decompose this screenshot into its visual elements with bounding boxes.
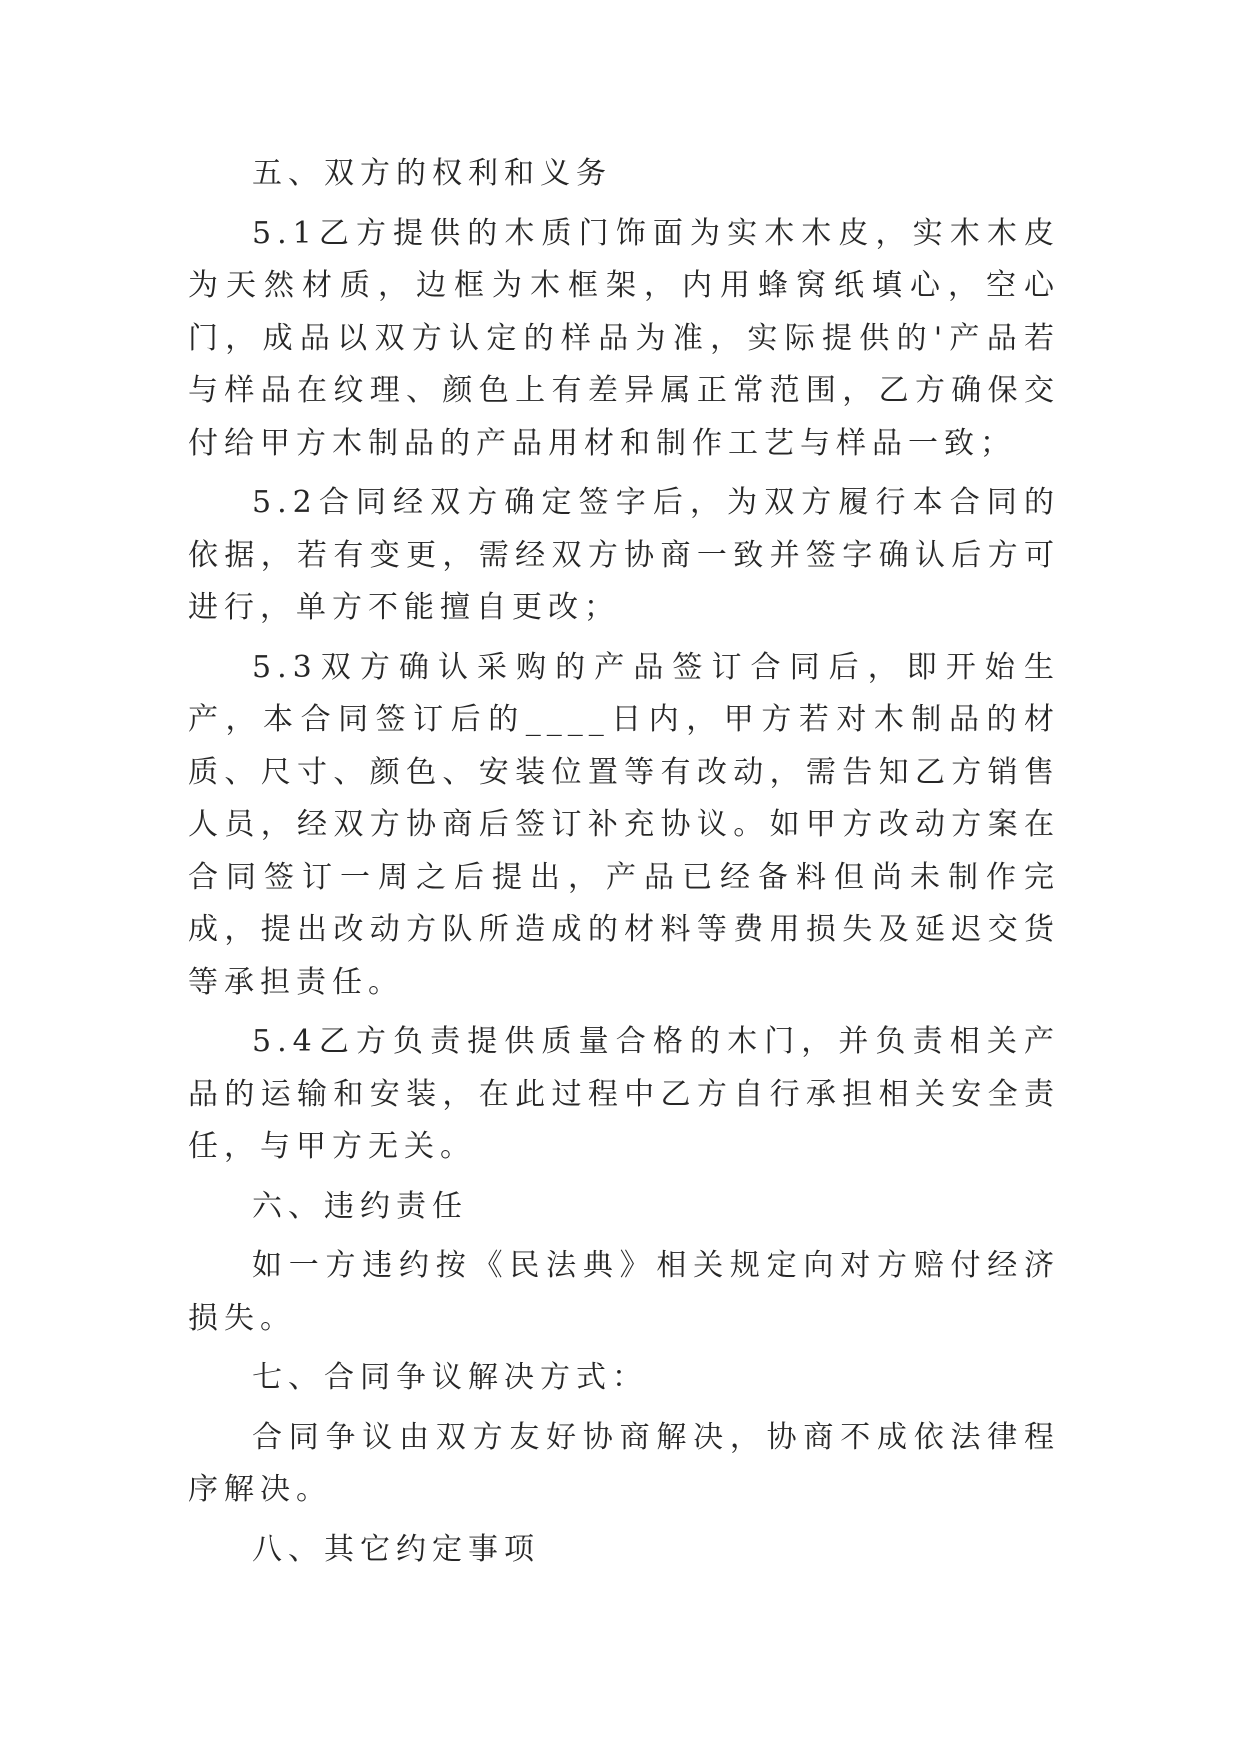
clause-5-2: 5.2合同经双方确定签字后，为双方履行本合同的依据，若有变更，需经双方协商一致并签字确认后方可进行，单方不能擅自更改； <box>188 485 1060 625</box>
section-7-text: 合同争议由双方友好协商解决，协商不成依法律程序解决。 <box>188 1419 1060 1507</box>
section-8-heading: 八、其它约定事项 <box>252 1531 540 1567</box>
clause-5-4: 5.4乙方负责提供质量合格的木门，并负责相关产品的运输和安装，在此过程中乙方自行承担相关安全责任，与甲方无关。 <box>188 1024 1060 1164</box>
clause-5-1: 5.1乙方提供的木质门饰面为实木木皮，实木木皮为天然材质，边框为木框架，内用蜂窝纸填心，空心门，成品以双方认定的样品为准，实际提供的'产品若与样品在纹理、颜色上有差异属正常范围，乙方确保交付给甲方木制品的产品用材和制作工艺与样品一致； <box>188 215 1060 461</box>
section-6-heading: 六、违约责任 <box>252 1188 468 1224</box>
document-page <box>188 148 1060 1583</box>
clause-5-3: 5.3双方确认采购的产品签订合同后，即开始生产，本合同签订后的____日内，甲方若对木制品的材质、尺寸、颜色、安装位置等有改动，需告知乙方销售人员，经双方协商后签订补充协议。如甲方改动方案在合同签订一周之后提出，产品已经备料但尚未制作完成，提出改动方队所造成的材料等费用损失及延迟交货等承担责任。 <box>188 649 1060 1000</box>
section-7-heading: 七、合同争议解决方式： <box>252 1360 648 1395</box>
section-5-heading: 五、双方的权利和义务 <box>252 156 612 191</box>
section-6-text: 如一方违约按《民法典》相关规定向对方赔付经济损失。 <box>188 1248 1060 1336</box>
